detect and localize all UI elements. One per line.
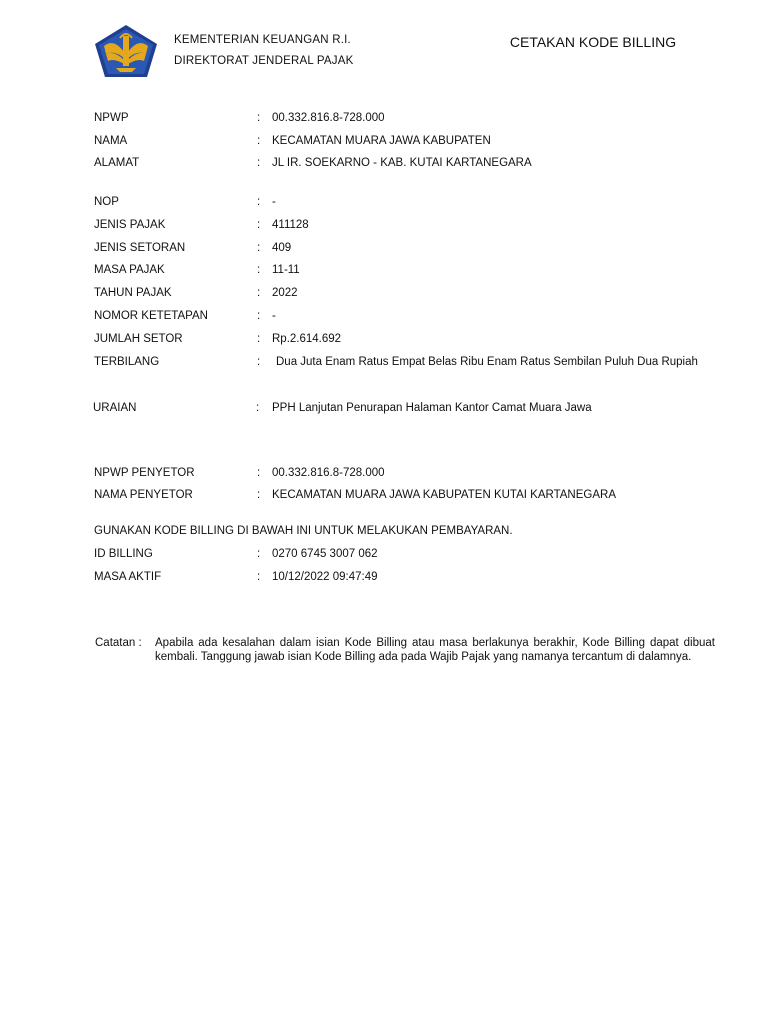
terbilang-colon: :: [257, 356, 261, 368]
masa-pajak-label: MASA PAJAK: [94, 264, 165, 276]
nop-value: -: [272, 196, 276, 208]
id-billing-colon: :: [257, 548, 261, 560]
jenis-pajak-colon: :: [257, 219, 261, 231]
npwp-penyetor-label: NPWP PENYETOR: [94, 467, 195, 479]
alamat-colon: :: [257, 157, 261, 169]
npwp-penyetor-colon: :: [257, 467, 261, 479]
jumlah-setor-value: Rp.2.614.692: [272, 333, 342, 345]
masa-pajak-value: 11-11: [272, 264, 300, 276]
npwp-value: 00.332.816.8-728.000: [272, 112, 385, 124]
masa-aktif-label: MASA AKTIF: [94, 571, 162, 583]
tahun-pajak-label: TAHUN PAJAK: [94, 287, 172, 299]
tahun-pajak-colon: :: [257, 287, 261, 299]
jenis-pajak-label: JENIS PAJAK: [94, 219, 166, 231]
id-billing-value: 0270 6745 3007 062: [272, 548, 378, 560]
masa-pajak-colon: :: [257, 264, 261, 276]
nop-colon: :: [257, 196, 261, 208]
jenis-setoran-colon: :: [257, 242, 261, 254]
tahun-pajak-value: 2022: [272, 287, 298, 299]
document-title: CETAKAN KODE BILLING: [509, 34, 677, 50]
npwp-label: NPWP: [94, 112, 129, 124]
nomor-ketetapan-value: -: [272, 310, 276, 322]
nama-penyetor-label: NAMA PENYETOR: [94, 489, 193, 501]
nomor-ketetapan-colon: :: [257, 310, 261, 322]
uraian-value: PPH Lanjutan Penurapan Halaman Kantor Camat Muara Jawa: [272, 402, 592, 414]
nama-label: NAMA: [94, 135, 128, 147]
nama-colon: :: [257, 135, 261, 147]
jumlah-setor-colon: :: [257, 333, 261, 345]
nama-value: KECAMATAN MUARA JAWA KABUPATEN: [272, 135, 491, 147]
jenis-setoran-value: 409: [272, 242, 292, 254]
directorate-name: DIREKTORAT JENDERAL PAJAK: [174, 55, 354, 67]
jenis-pajak-value: 411128: [272, 219, 309, 231]
jenis-setoran-label: JENIS SETORAN: [94, 242, 186, 254]
payment-instruction: GUNAKAN KODE BILLING DI BAWAH INI UNTUK MELAKUKAN PEMBAYARAN.: [94, 525, 513, 537]
nama-penyetor-value: KECAMATAN MUARA JAWA KABUPATEN KUTAI KARTANEGARA: [272, 489, 616, 501]
uraian-label: URAIAN: [93, 402, 137, 414]
note-text: Apabila ada kesalahan dalam isian Kode Billing atau masa berlakunya berakhir, Kode Billing dapat dibuat kembali. Tanggung jawab isian Kode Billing ada pada Wajib Pajak yang namanya tercantum di dalamnya.: [155, 637, 715, 663]
id-billing-label: ID BILLING: [94, 548, 153, 560]
npwp-penyetor-value: 00.332.816.8-728.000: [272, 467, 385, 479]
masa-aktif-colon: :: [257, 571, 261, 583]
npwp-colon: :: [257, 112, 261, 124]
kemenkeu-emblem-icon: [94, 24, 158, 78]
nama-penyetor-colon: :: [257, 489, 261, 501]
terbilang-value: Dua Juta Enam Ratus Empat Belas Ribu Enam Ratus Sembilan Puluh Dua Rupiah: [276, 356, 698, 368]
masa-aktif-value: 10/12/2022 09:47:49: [272, 571, 378, 583]
nomor-ketetapan-label: NOMOR KETETAPAN: [94, 310, 208, 322]
alamat-label: ALAMAT: [94, 157, 140, 169]
note-label: Catatan :: [95, 637, 142, 649]
nop-label: NOP: [94, 196, 119, 208]
jumlah-setor-label: JUMLAH SETOR: [94, 333, 183, 345]
alamat-value: JL IR. SOEKARNO - KAB. KUTAI KARTANEGARA: [272, 157, 532, 169]
ministry-name: KEMENTERIAN KEUANGAN R.I.: [174, 34, 351, 46]
terbilang-label: TERBILANG: [94, 356, 160, 368]
uraian-colon: :: [256, 402, 260, 414]
